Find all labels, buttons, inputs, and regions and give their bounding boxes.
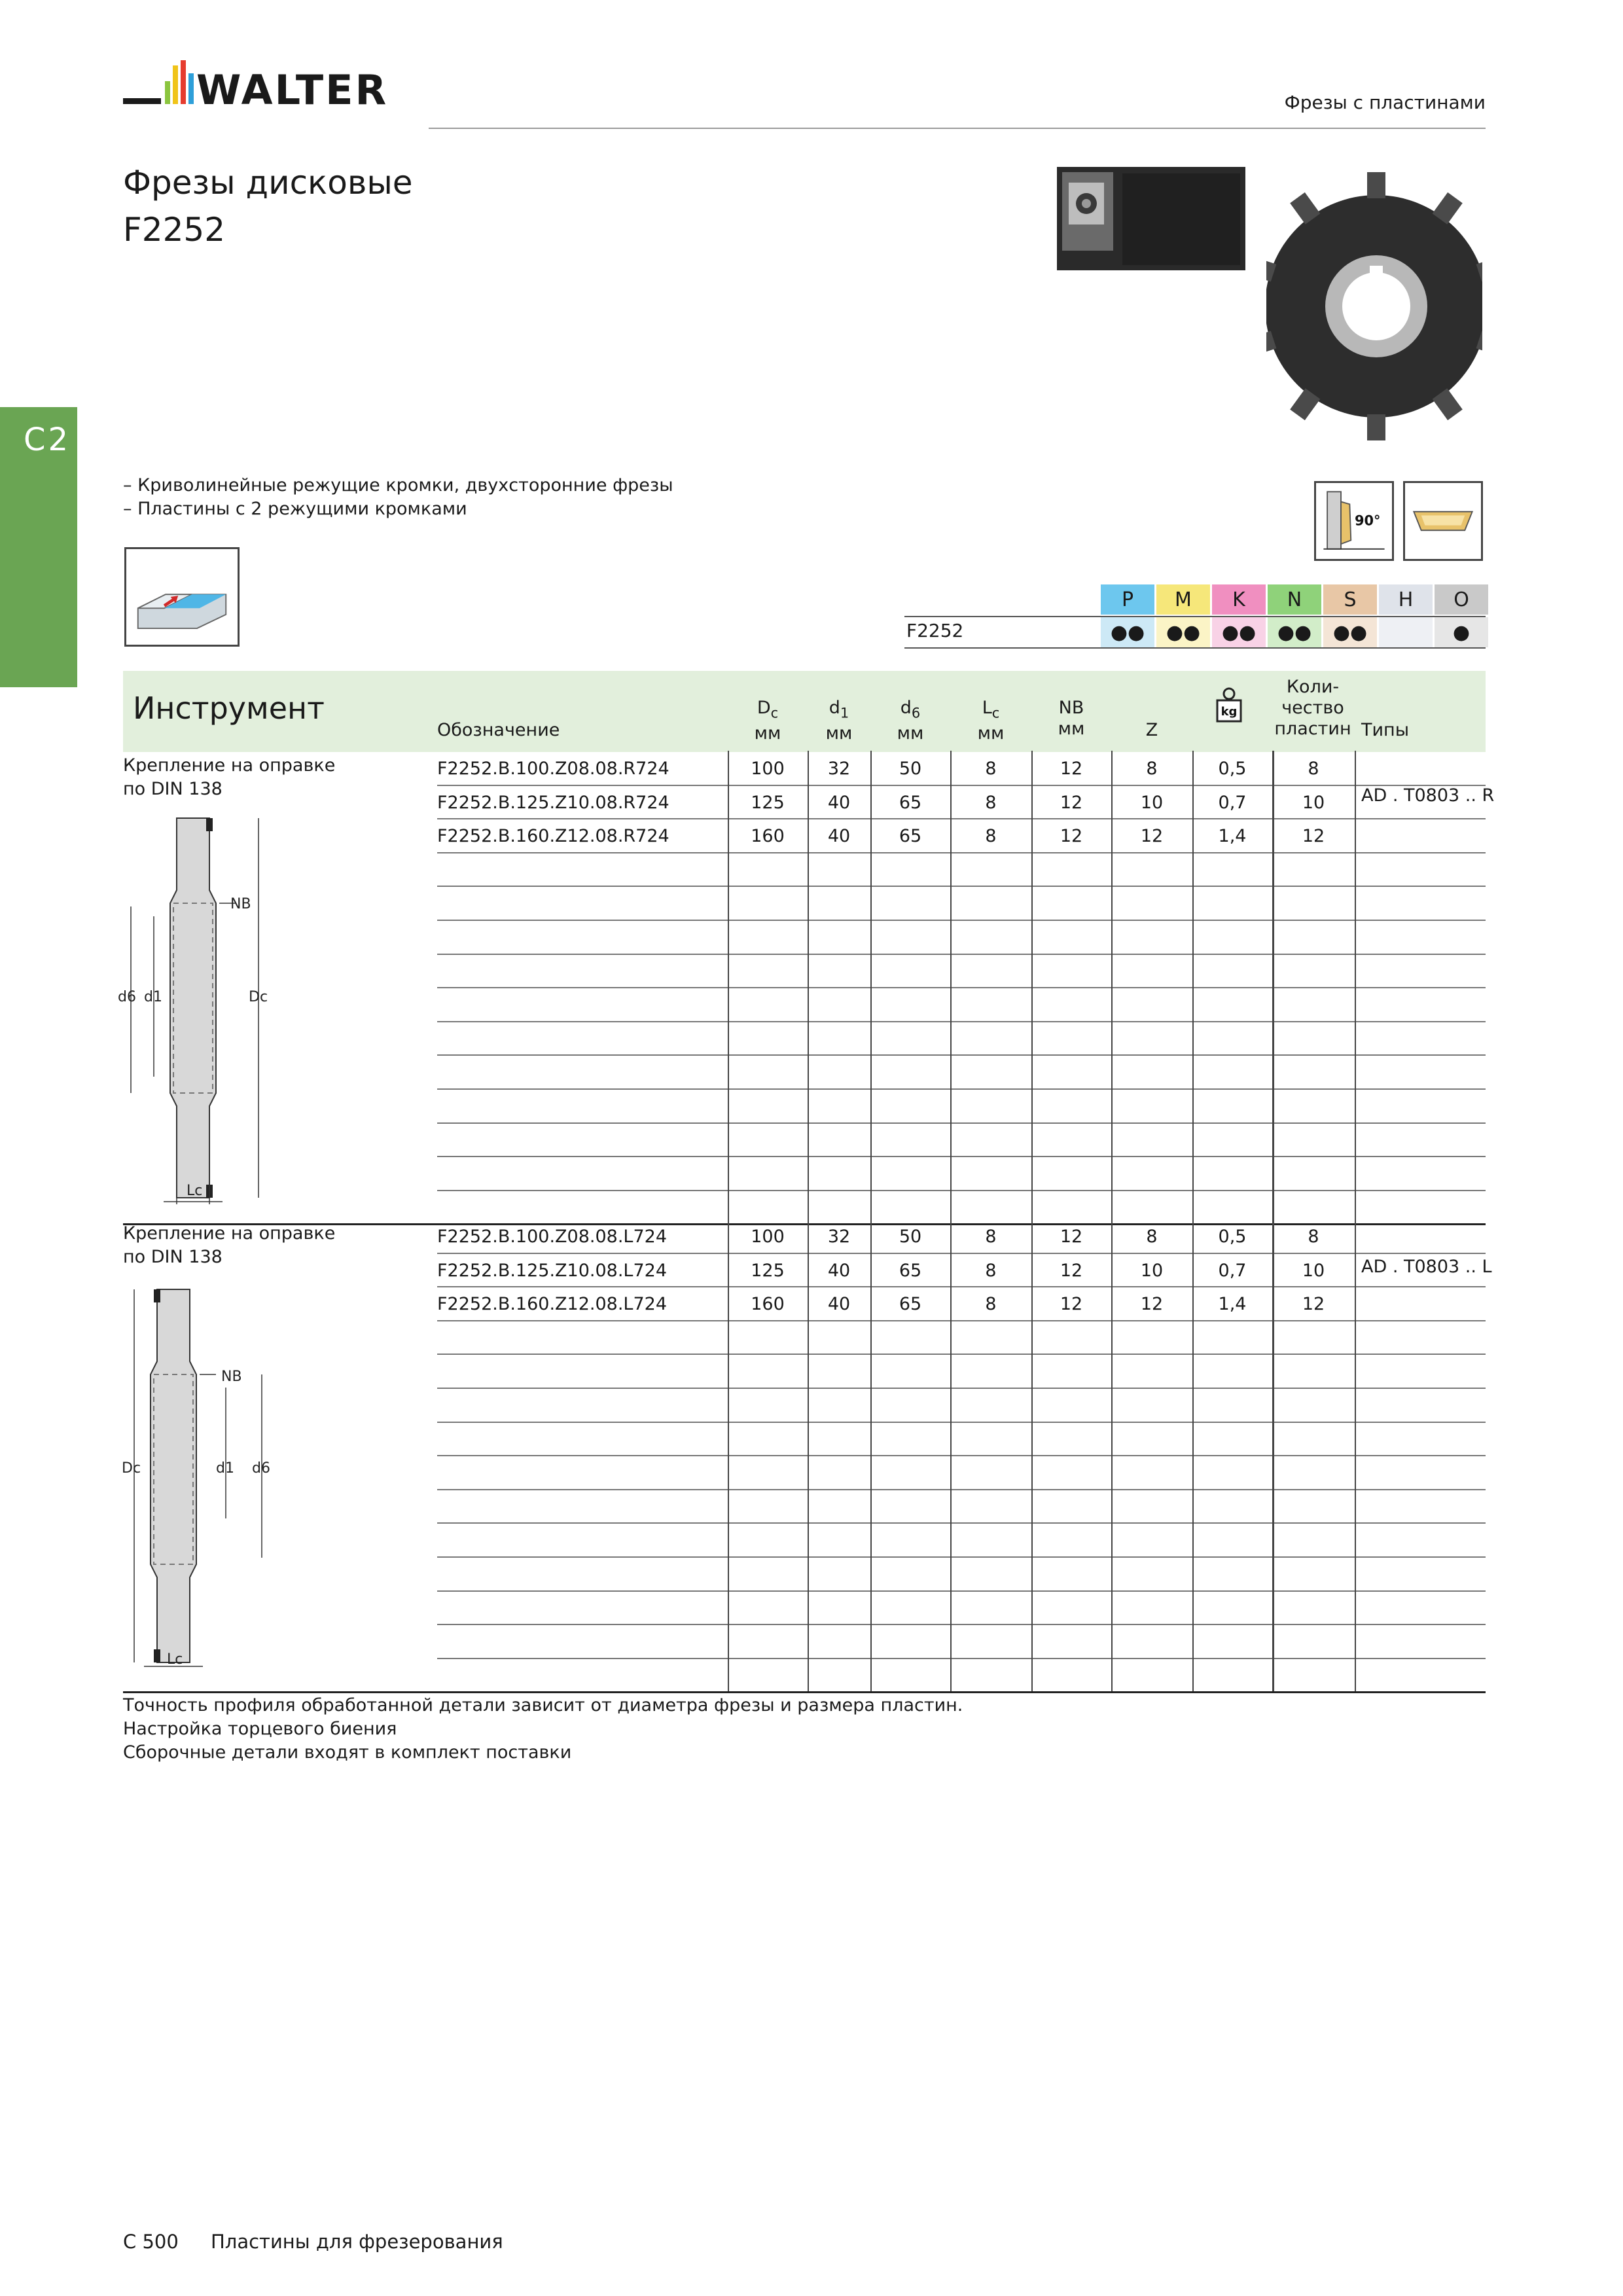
column-divider xyxy=(1192,751,1194,1223)
drawing-label-lc: Lc xyxy=(187,1183,203,1199)
suitability-k: ●● xyxy=(1212,617,1266,647)
footer-section: Пластины для фрезерования xyxy=(211,2231,503,2253)
col-lc-symbol: L xyxy=(982,698,992,718)
material-s: S xyxy=(1323,584,1377,615)
row-divider xyxy=(437,886,1486,887)
feature-item: – Пластины с 2 режущими кромками xyxy=(123,499,467,519)
table-cell-z: 12 xyxy=(1140,826,1164,847)
block-label-line: Крепление на оправке xyxy=(123,755,336,776)
row-divider xyxy=(437,1489,1486,1490)
column-divider xyxy=(1031,1219,1033,1691)
drawing-label-d1: d1 xyxy=(216,1460,234,1477)
material-k: K xyxy=(1212,584,1266,615)
col-z: Z xyxy=(1145,720,1158,740)
row-divider xyxy=(437,954,1486,955)
note: Настройка торцевого биения xyxy=(123,1719,397,1739)
material-p: P xyxy=(1101,584,1154,615)
drawing-label-dc: Dc xyxy=(122,1460,141,1477)
table-cell-count: 8 xyxy=(1308,1227,1319,1247)
row-divider xyxy=(437,1658,1486,1659)
row-divider xyxy=(437,1320,1486,1321)
row-divider xyxy=(437,1021,1486,1022)
table-cell-designation: F2252.B.125.Z10.08.L724 xyxy=(437,1260,667,1281)
table-cell-designation: F2252.B.100.Z08.08.L724 xyxy=(437,1227,667,1247)
table-cell-z: 8 xyxy=(1146,759,1158,779)
table-cell-d6: 65 xyxy=(899,1294,922,1315)
col-count-line: чество xyxy=(1281,698,1344,718)
table-cell-nb: 12 xyxy=(1060,1260,1083,1281)
material-m: M xyxy=(1156,584,1210,615)
row-divider xyxy=(437,1354,1486,1355)
insert-profile-icon xyxy=(1403,481,1483,561)
table-cell-dc: 125 xyxy=(751,792,785,813)
page-subtitle: F2252 xyxy=(123,211,226,249)
row-divider xyxy=(437,1590,1486,1592)
table-cell-dc: 160 xyxy=(751,826,785,847)
table-cell-nb: 12 xyxy=(1060,759,1083,779)
column-divider xyxy=(728,751,729,1223)
col-lc-sub: c xyxy=(991,705,1000,721)
header-rule xyxy=(429,128,1486,129)
row-divider xyxy=(123,1691,1486,1693)
table-cell-lc: 8 xyxy=(985,759,997,779)
material-o: O xyxy=(1435,584,1488,615)
chapter-tab xyxy=(0,407,77,687)
column-divider xyxy=(808,751,809,1223)
material-n: N xyxy=(1268,584,1321,615)
chapter-tab-label: C2 xyxy=(24,422,71,458)
row-divider xyxy=(437,785,1486,786)
table-cell-z: 10 xyxy=(1140,1260,1164,1281)
column-divider xyxy=(808,1219,809,1691)
weight-icon-label: kg xyxy=(1221,705,1238,719)
col-d1-symbol: d xyxy=(829,698,840,718)
table-cell-d1: 40 xyxy=(827,826,851,847)
suitability-o: ● xyxy=(1435,617,1488,647)
col-nb-unit: мм xyxy=(1058,719,1085,739)
table-cell-nb: 12 xyxy=(1060,1294,1083,1315)
table-cell-z: 8 xyxy=(1146,1227,1158,1247)
table-cell-nb: 12 xyxy=(1060,1227,1083,1247)
material-groups xyxy=(1101,584,1490,615)
section-title: Фрезы с пластинами xyxy=(1284,92,1486,113)
column-divider xyxy=(1355,1219,1356,1691)
table-cell-d6: 50 xyxy=(899,1227,922,1247)
table-cell-d1: 32 xyxy=(827,759,851,779)
table-cell-lc: 8 xyxy=(985,792,997,813)
table-cell-kg: 0,5 xyxy=(1218,759,1247,779)
col-lc-unit: мм xyxy=(977,723,1005,744)
col-d6 xyxy=(870,698,950,744)
angle-90-icon xyxy=(1314,481,1394,561)
row-divider xyxy=(437,1190,1486,1191)
table-cell-lc: 8 xyxy=(985,1227,997,1247)
table-cell-dc: 100 xyxy=(751,759,785,779)
col-d1-unit: мм xyxy=(825,723,853,744)
col-dc xyxy=(728,698,808,744)
table-cell-nb: 12 xyxy=(1060,826,1083,847)
suitability-s: ●● xyxy=(1323,617,1377,647)
col-d1 xyxy=(808,698,870,744)
drawing-label-d1: d1 xyxy=(144,989,162,1005)
row-divider xyxy=(437,1422,1486,1423)
note: Точность профиля обработанной детали зависит от диаметра фрезы и размера пластин. xyxy=(123,1695,963,1715)
table-cell-d1: 32 xyxy=(827,1227,851,1247)
table-cell-count: 10 xyxy=(1302,792,1325,813)
table-cell-kg: 1,4 xyxy=(1218,1294,1247,1315)
column-divider xyxy=(870,751,872,1223)
col-dc-unit: мм xyxy=(754,723,781,744)
drawing-label-d6: d6 xyxy=(252,1460,270,1477)
col-d6-symbol: d xyxy=(900,698,912,718)
row-divider xyxy=(437,1156,1486,1157)
insert-type: AD . T0803 .. R xyxy=(1361,785,1495,806)
note: Сборочные детали входят в комплект поставки xyxy=(123,1742,572,1763)
table-cell-kg: 0,7 xyxy=(1218,792,1247,813)
col-count-line: пластин xyxy=(1274,719,1351,739)
table-cell-count: 12 xyxy=(1302,1294,1325,1315)
col-d6-sub: 6 xyxy=(911,705,921,721)
table-cell-lc: 8 xyxy=(985,826,997,847)
row-divider xyxy=(437,1388,1486,1389)
table-cell-kg: 0,5 xyxy=(1218,1227,1247,1247)
table-cell-count: 10 xyxy=(1302,1260,1325,1281)
col-count-line: Коли- xyxy=(1286,677,1340,697)
column-divider xyxy=(1272,751,1274,1223)
row-divider xyxy=(437,1253,1486,1254)
drawing-label-dc: Dc xyxy=(249,989,268,1005)
table-cell-d6: 65 xyxy=(899,1260,922,1281)
col-d6-unit: мм xyxy=(897,723,924,744)
table-cell-d1: 40 xyxy=(827,1294,851,1315)
row-divider xyxy=(437,1556,1486,1558)
row-divider xyxy=(437,1522,1486,1524)
row-divider xyxy=(437,1122,1486,1124)
col-nb-symbol: NB xyxy=(1058,698,1084,718)
table-cell-d1: 40 xyxy=(827,792,851,813)
block-label xyxy=(123,754,335,801)
block-label xyxy=(123,1222,335,1269)
table-cell-dc: 100 xyxy=(751,1227,785,1247)
column-divider xyxy=(1111,1219,1113,1691)
material-row-label: F2252 xyxy=(906,620,964,641)
tool-drawing-left xyxy=(118,1283,275,1669)
tool-drawing-right xyxy=(118,812,275,1204)
row-divider xyxy=(437,1455,1486,1456)
row-divider xyxy=(437,1624,1486,1625)
page-number: C 500 xyxy=(123,2231,179,2253)
slot-milling-icon xyxy=(124,547,240,647)
block-label-line: по DIN 138 xyxy=(123,779,223,799)
svg-text:WALTER: WALTER xyxy=(196,66,389,114)
col-count xyxy=(1272,677,1353,740)
col-nb xyxy=(1031,698,1111,740)
row-divider xyxy=(437,1286,1486,1287)
suitability-m: ●● xyxy=(1156,617,1210,647)
col-dc-sub: c xyxy=(770,705,779,721)
col-types: Типы xyxy=(1361,720,1410,740)
feature-item: – Криволинейные режущие кромки, двухсторонние фрезы xyxy=(123,475,673,495)
table-cell-d1: 40 xyxy=(827,1260,851,1281)
table-cell-d6: 65 xyxy=(899,792,922,813)
suitability-p: ●● xyxy=(1101,617,1154,647)
block-label-line: Крепление на оправке xyxy=(123,1223,336,1244)
material-suitability xyxy=(1101,617,1490,647)
insert-photo xyxy=(1057,167,1245,270)
column-divider xyxy=(1192,1219,1194,1691)
table-cell-count: 8 xyxy=(1308,759,1319,779)
col-d1-sub: 1 xyxy=(840,705,849,721)
insert-type: AD . T0803 .. L xyxy=(1361,1257,1492,1277)
column-divider xyxy=(950,1219,952,1691)
row-divider xyxy=(437,920,1486,921)
table-cell-designation: F2252.B.160.Z12.08.L724 xyxy=(437,1294,667,1315)
block-label-line: по DIN 138 xyxy=(123,1247,223,1267)
table-cell-dc: 125 xyxy=(751,1260,785,1281)
suitability-n: ●● xyxy=(1268,617,1321,647)
table-cell-z: 12 xyxy=(1140,1294,1164,1315)
drawing-label-d6: d6 xyxy=(118,989,136,1005)
row-divider xyxy=(437,852,1486,853)
column-divider xyxy=(1355,751,1356,1223)
table-cell-d6: 65 xyxy=(899,826,922,847)
row-divider xyxy=(437,1088,1486,1090)
row-divider xyxy=(437,987,1486,988)
row-divider xyxy=(437,818,1486,819)
drawing-label-nb: NB xyxy=(221,1369,242,1385)
material-h: H xyxy=(1379,584,1433,615)
table-cell-kg: 0,7 xyxy=(1218,1260,1247,1281)
table-cell-dc: 160 xyxy=(751,1294,785,1315)
table-cell-lc: 8 xyxy=(985,1260,997,1281)
table-cell-lc: 8 xyxy=(985,1294,997,1315)
table-cell-designation: F2252.B.125.Z10.08.R724 xyxy=(437,792,669,813)
table-cell-d6: 50 xyxy=(899,759,922,779)
column-divider xyxy=(1272,1219,1274,1691)
col-dc-symbol: D xyxy=(757,698,771,718)
column-divider xyxy=(1031,751,1033,1223)
col-designation: Обозначение xyxy=(437,720,560,740)
page-title: Фрезы дисковые xyxy=(123,164,413,202)
material-rule xyxy=(904,647,1486,649)
row-divider xyxy=(437,1054,1486,1056)
column-divider xyxy=(950,751,952,1223)
cutter-photo xyxy=(1266,162,1482,450)
col-lc xyxy=(950,698,1031,744)
angle-label: 90° xyxy=(1354,512,1381,529)
drawing-label-nb: NB xyxy=(230,896,251,912)
suitability-h xyxy=(1379,617,1433,647)
column-divider xyxy=(870,1219,872,1691)
table-cell-z: 10 xyxy=(1140,792,1164,813)
column-divider xyxy=(728,1219,729,1691)
table-cell-designation: F2252.B.160.Z12.08.R724 xyxy=(437,826,669,847)
table-cell-designation: F2252.B.100.Z08.08.R724 xyxy=(437,759,669,779)
table-cell-count: 12 xyxy=(1302,826,1325,847)
table-section-title: Инструмент xyxy=(133,691,325,726)
weight-icon xyxy=(1215,686,1243,738)
table-cell-nb: 12 xyxy=(1060,792,1083,813)
drawing-label-lc: Lc xyxy=(167,1651,183,1668)
column-divider xyxy=(1111,751,1113,1223)
table-cell-kg: 1,4 xyxy=(1218,826,1247,847)
walter-logo xyxy=(123,60,398,120)
